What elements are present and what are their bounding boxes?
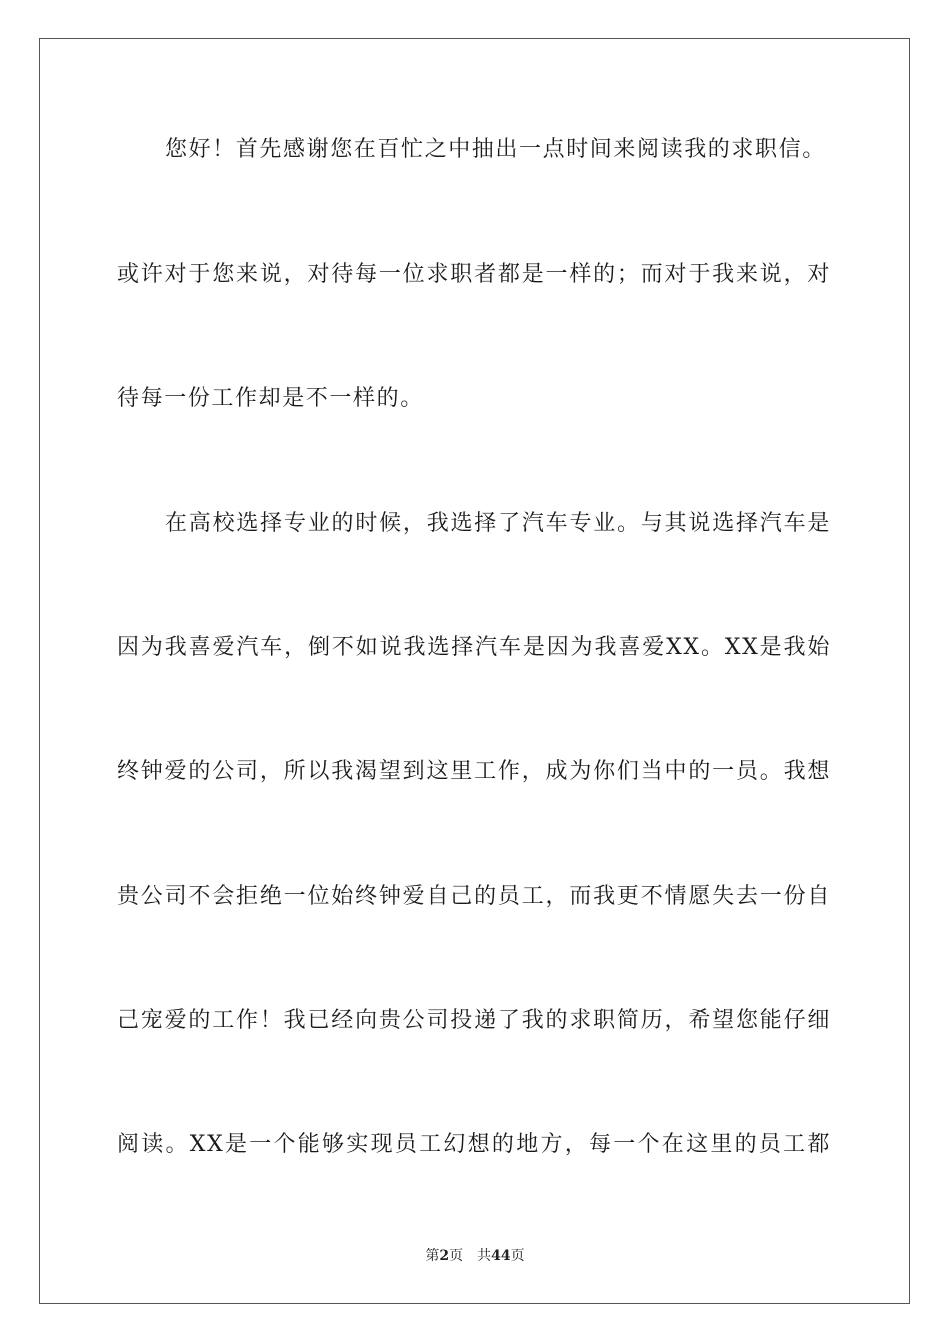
page-current: 2 — [439, 1248, 450, 1264]
page-total: 44 — [491, 1248, 511, 1264]
total-suffix: 页 — [510, 1248, 525, 1264]
text-line-4: 在高校选择专业的时候，我选择了汽车专业。与其说选择汽车是 — [165, 511, 831, 536]
text-line-5: 因为我喜爱汽车，倒不如说我选择汽车是因为我喜爱XX。XX是我始 — [117, 635, 831, 660]
text-line-7: 贵公司不会拒绝一位始终钟爱自己的员工，而我更不情愿失去一份自 — [117, 884, 831, 909]
text-line-3: 待每一份工作却是不一样的。 — [117, 386, 424, 411]
total-prefix: 共 — [477, 1248, 492, 1264]
text-line-2: 或许对于您来说，对待每一位求职者都是一样的；而对于我来说，对 — [117, 262, 831, 287]
page-footer — [0, 1246, 950, 1266]
page-border — [39, 38, 910, 1304]
text-line-1: 您好！首先感谢您在百忙之中抽出一点时间来阅读我的求职信。 — [165, 137, 826, 162]
text-line-8: 己宠爱的工作！我已经向贵公司投递了我的求职简历，希望您能仔细 — [117, 1008, 831, 1033]
page-suffix: 页 — [449, 1248, 464, 1264]
text-line-6: 终钟爱的公司，所以我渴望到这里工作，成为你们当中的一员。我想 — [117, 759, 831, 784]
page-prefix: 第 — [425, 1248, 440, 1264]
text-line-9: 阅读。XX是一个能够实现员工幻想的地方，每一个在这里的员工都 — [117, 1132, 831, 1157]
